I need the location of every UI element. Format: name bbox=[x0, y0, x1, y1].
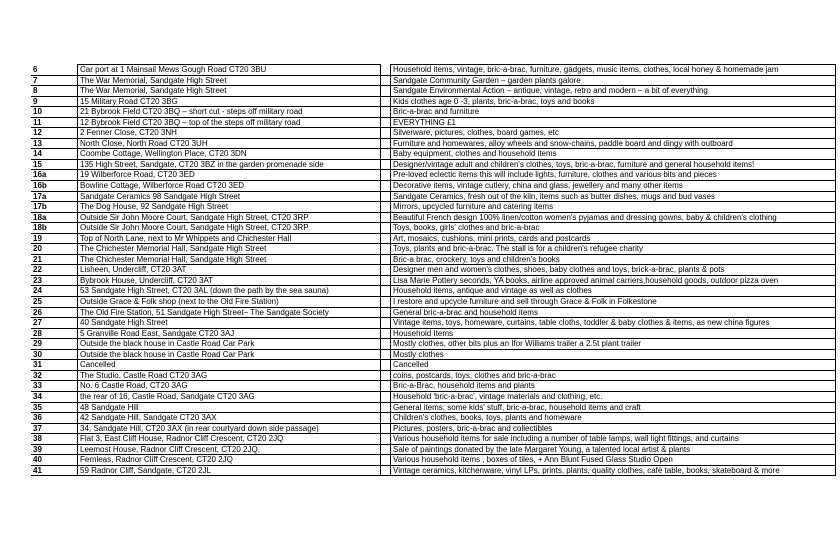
stall-address: the rear of 16, Castle Road, Sandgate CT20 3AG bbox=[78, 391, 381, 402]
stall-number: 25 bbox=[31, 297, 71, 308]
table-row bbox=[31, 360, 836, 371]
stall-number: 17a bbox=[31, 191, 71, 202]
cell-spacer bbox=[381, 181, 391, 192]
table-row bbox=[31, 455, 836, 466]
stall-description: Various household items , boxes of tiles, + Ann Blunt Fused Glass Studio Open bbox=[391, 455, 836, 466]
stall-number: 35 bbox=[31, 402, 71, 413]
stall-number: 7 bbox=[31, 75, 71, 86]
stall-number: 38 bbox=[31, 434, 71, 445]
stall-description: Toys, books, girls' clothes and bric-a-brac bbox=[391, 223, 836, 234]
stall-number: 24 bbox=[31, 286, 71, 297]
stall-description: Beautiful French design 100% linen/cotton women's pyjamas and dressing gowns, baby & children's clothing bbox=[391, 212, 836, 223]
stall-number: 8 bbox=[31, 86, 71, 97]
stall-number: 37 bbox=[31, 423, 71, 434]
stall-number: 23 bbox=[31, 275, 71, 286]
cell-spacer bbox=[381, 391, 391, 402]
stall-address: Bybrook House, Undercliff, CT20 3AT bbox=[78, 275, 381, 286]
stall-listing-table bbox=[31, 64, 836, 476]
stall-description: Designer/vintage adult and children's clothes, toys, bric-a-brac, furniture and general household items! bbox=[391, 159, 836, 170]
stall-address: The War Memorial, Sandgate High Street bbox=[78, 86, 381, 97]
stall-number: 41 bbox=[31, 465, 71, 476]
stall-number: 22 bbox=[31, 265, 71, 276]
stall-number: 18a bbox=[31, 212, 71, 223]
table-row bbox=[31, 328, 836, 339]
stall-number: 33 bbox=[31, 381, 71, 392]
table-row bbox=[31, 297, 836, 308]
table-row bbox=[31, 75, 836, 86]
stall-description: Kids clothes age 0 -3, plants, bric-a-brac, toys and books bbox=[391, 96, 836, 107]
stall-number: 32 bbox=[31, 370, 71, 381]
stall-number: 27 bbox=[31, 318, 71, 329]
cell-spacer bbox=[381, 244, 391, 255]
stall-number: 34 bbox=[31, 391, 71, 402]
cell-spacer bbox=[381, 223, 391, 234]
cell-spacer bbox=[381, 455, 391, 466]
stall-number: 16b bbox=[31, 181, 71, 192]
stall-number: 16a bbox=[31, 170, 71, 181]
table-row bbox=[31, 349, 836, 360]
stall-address: 135 High Street, Sandgate, CT20 3BZ in the garden promenade side bbox=[78, 159, 381, 170]
stall-description: General items; some kids' stuff, bric-a-brac, household items and craft bbox=[391, 402, 836, 413]
cell-spacer bbox=[381, 138, 391, 149]
cell-spacer bbox=[381, 423, 391, 434]
table-row bbox=[31, 275, 836, 286]
cell-spacer bbox=[381, 233, 391, 244]
stall-number: 20 bbox=[31, 244, 71, 255]
cell-spacer bbox=[381, 191, 391, 202]
table-row bbox=[31, 138, 836, 149]
table-row bbox=[31, 65, 836, 76]
stall-number: 19 bbox=[31, 233, 71, 244]
cell-spacer bbox=[381, 107, 391, 118]
stall-address: The Studio, Castle Road CT20 3AG bbox=[78, 370, 381, 381]
stall-description: Mostly clothes, other bits plus an Ifor Williams trailer a 2.5t plant trailer bbox=[391, 339, 836, 350]
stall-address: Top of North Lane, next to Mr Whippets and Chichester Hall bbox=[78, 233, 381, 244]
stall-address: Outside the black house in Castle Road Car Park bbox=[78, 349, 381, 360]
stall-address: 40 Sandgate High Street bbox=[78, 318, 381, 329]
stall-description: Designer men and women's clothes, shoes, baby clothes and toys, brick-a-brac, plants & pots bbox=[391, 265, 836, 276]
table-row bbox=[31, 86, 836, 97]
table-row bbox=[31, 96, 836, 107]
cell-spacer bbox=[381, 307, 391, 318]
stall-address: 53 Sandgate High Street, CT20 3AL (down the path by the sea sauna) bbox=[78, 286, 381, 297]
stall-address: 42 Sandgate Hill, Sandgate CT20 3AX bbox=[78, 413, 381, 424]
table-row bbox=[31, 191, 836, 202]
cell-spacer bbox=[381, 202, 391, 213]
stall-number: 9 bbox=[31, 96, 71, 107]
stall-address: 12 Bybrook Field CT20 3BQ – top of the steps off military road bbox=[78, 117, 381, 128]
table-row bbox=[31, 265, 836, 276]
stall-address: 21 Bybrook Field CT20 3BQ – short cut - steps off military road bbox=[78, 107, 381, 118]
stall-address: The Old Fire Station, 51 Sandgate High Street– The Sandgate Society bbox=[78, 307, 381, 318]
stall-description: I restore and upcycle furniture and sell through Grace & Folk in Folkestone bbox=[391, 297, 836, 308]
stall-description: Bric-a-Brac, household items and plants bbox=[391, 381, 836, 392]
table-row bbox=[31, 370, 836, 381]
stall-description: Sale of paintings donated by the late Margaret Young, a talented local artist & plants bbox=[391, 444, 836, 455]
stall-description: Household items, vintage, bric-a-brac, furniture, gadgets, music items, clothes, local honey & homemade jam bbox=[391, 65, 836, 76]
stall-number: 14 bbox=[31, 149, 71, 160]
stall-address: No. 6 Castle Road, CT20 3AG bbox=[78, 381, 381, 392]
stall-description: Pre-loved eclectic items this will include lights, furniture, clothes and various bits and pieces bbox=[391, 170, 836, 181]
cell-spacer bbox=[381, 265, 391, 276]
stall-description: Bric-a-brac and furniture bbox=[391, 107, 836, 118]
cell-spacer bbox=[381, 159, 391, 170]
stall-description: Furniture and homewares, alloy wheels and snow-chains, paddle board and dingy with outboard bbox=[391, 138, 836, 149]
stall-description: Bric-a brac, crockery, toys and children's books bbox=[391, 254, 836, 265]
stall-number: 12 bbox=[31, 128, 71, 139]
cell-spacer bbox=[381, 434, 391, 445]
cell-spacer bbox=[381, 370, 391, 381]
cell-spacer bbox=[381, 381, 391, 392]
cell-spacer bbox=[381, 275, 391, 286]
stall-description: Sandgate Environmental Action – antique, vintage, retro and modern – a bit of everything bbox=[391, 86, 836, 97]
stall-description: Sandgate Ceramics, fresh out of the kiln, items such as butter dishes, mugs and bud vases bbox=[391, 191, 836, 202]
table-row bbox=[31, 244, 836, 255]
stall-description: Mostly clothes bbox=[391, 349, 836, 360]
cell-spacer bbox=[381, 65, 391, 76]
table-row bbox=[31, 107, 836, 118]
stall-address: 34, Sandgate Hill, CT20 3AX (in rear courtyard down side passage) bbox=[78, 423, 381, 434]
cell-spacer bbox=[381, 86, 391, 97]
table-row bbox=[31, 413, 836, 424]
stall-description: Sandgate Community Garden – garden plants galore bbox=[391, 75, 836, 86]
stall-description: EVERYTHING £1 bbox=[391, 117, 836, 128]
table-row bbox=[31, 159, 836, 170]
stall-address: Outside Sir John Moore Court, Sandgate High Street, CT20 3RP bbox=[78, 212, 381, 223]
stall-number: 21 bbox=[31, 254, 71, 265]
table-row bbox=[31, 254, 836, 265]
stall-address: Leemost House, Radnor Cliff Crescent, CT20 2JQ. bbox=[78, 444, 381, 455]
cell-spacer bbox=[381, 360, 391, 371]
stall-address: 15 Military Road CT20 3BG bbox=[78, 96, 381, 107]
cell-spacer bbox=[381, 465, 391, 476]
stall-description: Various household items for sale including a number of table lamps, wall light fittings, and curtains bbox=[391, 434, 836, 445]
table-row bbox=[31, 117, 836, 128]
stall-number: 30 bbox=[31, 349, 71, 360]
cell-spacer bbox=[381, 286, 391, 297]
stall-address: 59 Radnor Cliff, Sandgate, CT20 2JL bbox=[78, 465, 381, 476]
table-row bbox=[31, 233, 836, 244]
stall-address: 19 Wilberforce Road, CT20 3ED bbox=[78, 170, 381, 181]
cell-spacer bbox=[381, 339, 391, 350]
cell-spacer bbox=[381, 212, 391, 223]
stall-address: North Close, North Road CT20 3UH bbox=[78, 138, 381, 149]
table-row bbox=[31, 149, 836, 160]
table-row bbox=[31, 212, 836, 223]
stall-description: Household Items bbox=[391, 328, 836, 339]
stall-address: Car port at 1 Mainsail Mews Gough Road CT20 3BU bbox=[78, 65, 381, 76]
stall-address: Outside Sir John Moore Court, Sandgate High Street, CT20 3RP bbox=[78, 223, 381, 234]
stall-number: 36 bbox=[31, 413, 71, 424]
stall-description: General bric-a-brac and household items bbox=[391, 307, 836, 318]
table-row bbox=[31, 307, 836, 318]
table-row bbox=[31, 391, 836, 402]
cell-spacer bbox=[381, 402, 391, 413]
stall-description: Vintage ceramics, kitchenware, vinyl LPs, prints, plants, quality clothes, café table, books, skateboard & more bbox=[391, 465, 836, 476]
cell-spacer bbox=[381, 149, 391, 160]
stall-address: Flat 3, East Cliff House, Radnor Cliff Crescent, CT20 2JQ bbox=[78, 434, 381, 445]
stall-description: Silverware, pictures, clothes, board games, etc bbox=[391, 128, 836, 139]
stall-number: 13 bbox=[31, 138, 71, 149]
stall-number: 6 bbox=[31, 65, 71, 76]
stall-description: Decorative items, vintage cutlery, china and glass, jewellery and many other items bbox=[391, 181, 836, 192]
stall-listing-body bbox=[31, 65, 836, 476]
stall-description: Children's clothes, books, toys, plants and homeware bbox=[391, 413, 836, 424]
stall-number: 31 bbox=[31, 360, 71, 371]
cell-spacer bbox=[381, 75, 391, 86]
stall-number: 39 bbox=[31, 444, 71, 455]
stall-number: 11 bbox=[31, 117, 71, 128]
stall-address: Outside Grace & Folk shop (next to the Old Fire Station) bbox=[78, 297, 381, 308]
cell-spacer bbox=[381, 170, 391, 181]
stall-address: 48 Sandgate Hill bbox=[78, 402, 381, 413]
table-row bbox=[31, 402, 836, 413]
table-row bbox=[31, 465, 836, 476]
cell-spacer bbox=[381, 413, 391, 424]
stall-number: 26 bbox=[31, 307, 71, 318]
stall-address: The Chichester Memorial Hall, Sandgate High Street bbox=[78, 254, 381, 265]
stall-number: 28 bbox=[31, 328, 71, 339]
stall-description: Art, mosaics, cushions, mini prints, cards and postcards bbox=[391, 233, 836, 244]
cell-spacer bbox=[381, 96, 391, 107]
stall-description: coins, postcards, toys, clothes and bric-a-brac bbox=[391, 370, 836, 381]
stall-description: Lisa Marie Pottery seconds, YA books, airline approved animal carriers,household goods, outdoor pizza oven bbox=[391, 275, 836, 286]
stall-address: Lisheen, Undercliff, CT20 3AT bbox=[78, 265, 381, 276]
stall-description: Pictures, posters, bric-a-brac and collectibles bbox=[391, 423, 836, 434]
cell-spacer bbox=[381, 297, 391, 308]
table-row bbox=[31, 170, 836, 181]
stall-address: The War Memorial, Sandgate High Street bbox=[78, 75, 381, 86]
stall-description: Vintage items, toys, homeware, curtains, table cloths, toddler & baby clothes & items, as new china figures bbox=[391, 318, 836, 329]
table-row bbox=[31, 128, 836, 139]
stall-address: Fernleas, Radnor Cliff Crescent, CT20 2JQ bbox=[78, 455, 381, 466]
stall-description: Cancelled bbox=[391, 360, 836, 371]
stall-address: 5 Granville Road East, Sandgate CT20 3AJ bbox=[78, 328, 381, 339]
cell-spacer bbox=[381, 117, 391, 128]
stall-description: Toys, plants and bric-a-brac. The stall is for a children's refugee charity bbox=[391, 244, 836, 255]
cell-spacer bbox=[381, 328, 391, 339]
stall-address: The Chichester Memorial Hall, Sandgate High Street bbox=[78, 244, 381, 255]
stall-number: 29 bbox=[31, 339, 71, 350]
table-row bbox=[31, 339, 836, 350]
stall-address: Outside the black house in Castle Road Car Park bbox=[78, 339, 381, 350]
stall-description: Baby equipment, clothes and household items bbox=[391, 149, 836, 160]
stall-address: The Dog House, 92 Sandgate High Street bbox=[78, 202, 381, 213]
table-row bbox=[31, 381, 836, 392]
table-row bbox=[31, 202, 836, 213]
stall-number: 15 bbox=[31, 159, 71, 170]
cell-spacer bbox=[381, 254, 391, 265]
cell-spacer bbox=[381, 318, 391, 329]
table-row bbox=[31, 318, 836, 329]
stall-address: Sandgate Ceramics 98 Sandgate High Street bbox=[78, 191, 381, 202]
cell-spacer bbox=[381, 128, 391, 139]
stall-number: 17b bbox=[31, 202, 71, 213]
stall-description: Household items, antique and vintage as well as clothes bbox=[391, 286, 836, 297]
stall-address: Bowline Cottage, Wilberforce Road CT20 3ED bbox=[78, 181, 381, 192]
stall-address: 2 Fenner Close, CT20 3NH bbox=[78, 128, 381, 139]
table-row bbox=[31, 444, 836, 455]
stall-address: Coombe Cottage, Wellington Place, CT20 3DN bbox=[78, 149, 381, 160]
stall-number: 10 bbox=[31, 107, 71, 118]
stall-description: Mirrors, upcycled furniture and catering items bbox=[391, 202, 836, 213]
table-row bbox=[31, 434, 836, 445]
table-row bbox=[31, 423, 836, 434]
table-row bbox=[31, 286, 836, 297]
stall-number: 18b bbox=[31, 223, 71, 234]
stall-description: Household 'bric-a-brac', vintage materials and clothing, etc. bbox=[391, 391, 836, 402]
cell-spacer bbox=[381, 349, 391, 360]
table-row bbox=[31, 223, 836, 234]
cell-spacer bbox=[381, 444, 391, 455]
stall-number: 40 bbox=[31, 455, 71, 466]
table-row bbox=[31, 181, 836, 192]
stall-address: Cancelled bbox=[78, 360, 381, 371]
